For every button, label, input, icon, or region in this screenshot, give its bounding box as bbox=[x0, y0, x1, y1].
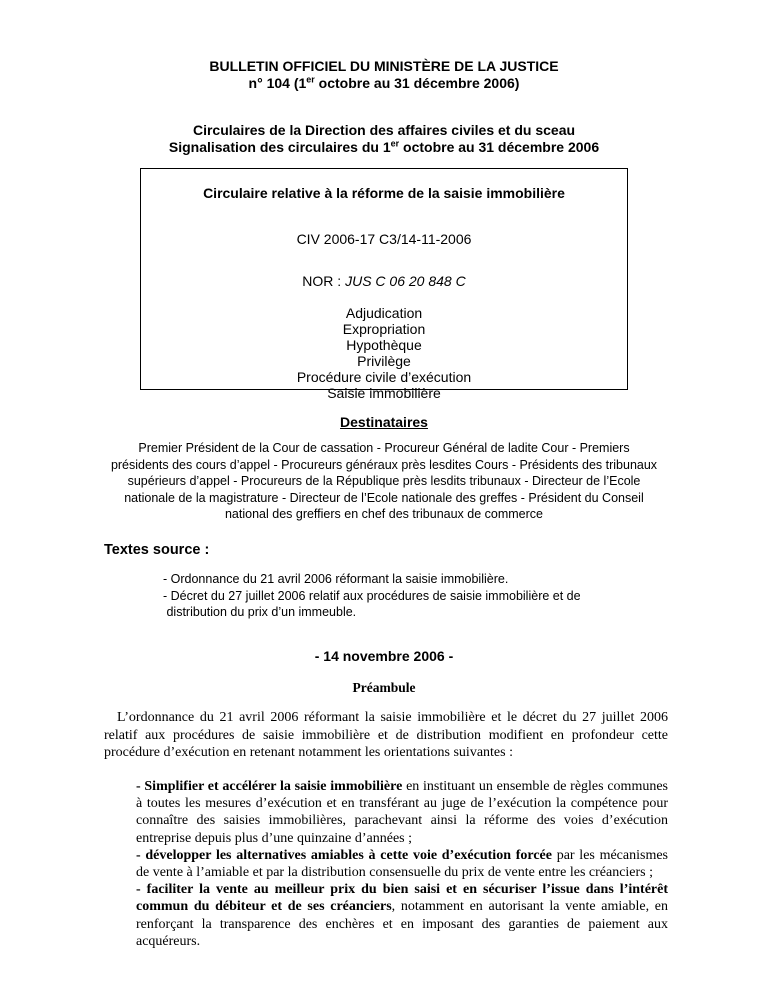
nor-line bbox=[141, 273, 627, 289]
keyword: Expropriation bbox=[342, 321, 426, 337]
bulletin-issue-line bbox=[0, 75, 768, 92]
sources-list bbox=[163, 571, 683, 621]
keyword: Saisie immobilière bbox=[327, 385, 441, 401]
keyword: Adjudication bbox=[345, 305, 423, 321]
period-superscript: er bbox=[390, 138, 400, 149]
recipients-line: nationale de la magistrature - Directeur de l’Ecole nationale des greffes - Président du Conseil bbox=[124, 490, 644, 505]
orientations-list bbox=[136, 778, 668, 950]
circular-reference: CIV 2006-17 C3/14-11-2006 bbox=[296, 231, 472, 247]
bulletin-title bbox=[0, 58, 768, 92]
issue-superscript: er bbox=[306, 74, 315, 85]
keywords-list bbox=[141, 305, 627, 401]
recipients-line: présidents des cours d’appel - Procureurs généraux près lesdites Cours - Présidents des tribunaux bbox=[110, 457, 658, 472]
circulars-heading bbox=[0, 122, 768, 156]
orientation-item bbox=[136, 847, 668, 881]
source-item: - Ordonnance du 21 avril 2006 réformant la saisie immobilière. bbox=[163, 572, 509, 586]
recipients-line: national des greffiers en chef des tribunaux de commerce bbox=[224, 507, 543, 521]
circulars-period-line bbox=[0, 139, 768, 156]
circular-title: Circulaire relative à la réforme de la saisie immobilière bbox=[203, 185, 565, 201]
period-suffix: octobre au 31 décembre 2006 bbox=[399, 139, 600, 155]
orientation-text: en instituant un ensemble de règles communes à toutes les mesures d’exécution et en transférant au juge de l’exécution la compétence pour connaître des saisies immobilières, parachevant ainsi la réforme des voies d’exécution entreprise depuis plus d’une quinzaine d’années ; bbox=[136, 779, 668, 846]
bulletin-title-line1: BULLETIN OFFICIEL DU MINISTÈRE DE LA JUSTICE bbox=[209, 58, 559, 74]
preamble-intro: L’ordonnance du 21 avril 2006 réformant la saisie immobilière et le décret du 27 juillet 2006 relatif aux procédures de saisie immobilière et de distribution modifient en profondeur cette procédure d’exécution en retenant notamment les orientations suivantes : bbox=[104, 710, 668, 760]
keyword: Procédure civile d’exécution bbox=[296, 369, 472, 385]
circular-date: - 14 novembre 2006 - bbox=[314, 648, 454, 664]
circular-info-box bbox=[140, 168, 628, 401]
circulars-direction-line: Circulaires de la Direction des affaires civiles et du sceau bbox=[192, 122, 576, 138]
period-prefix: Signalisation des circulaires du 1 bbox=[168, 139, 391, 155]
recipients-line: supérieurs d’appel - Procureurs de la République près lesdits tribunaux - Directeur de l’Ecole bbox=[127, 474, 641, 488]
recipients-title: Destinataires bbox=[340, 414, 428, 430]
orientation-item bbox=[136, 881, 668, 950]
nor-value: JUS C 06 20 848 C bbox=[345, 273, 466, 289]
orientation-text: par les mécanismes de vente à l’amiable et par la distribution consensuelle du prix de vente entre les créanciers ; bbox=[136, 847, 668, 881]
recipients-text bbox=[60, 440, 708, 523]
source-item: - Décret du 27 juillet 2006 relatif aux procédures de saisie immobilière et de bbox=[163, 588, 581, 603]
orientation-heading: - faciliter la vente au meilleur prix du bien saisi et en sécuriser l’issue dans l’intérêt commun du débiteur et de ses créanciers bbox=[136, 882, 668, 915]
orientation-text: , notamment en autorisant la vente amiable, en renforçant la transparence des enchères et en imposant des garanties de paiement aux acquéreurs. bbox=[136, 899, 668, 949]
orientation-item bbox=[136, 778, 668, 847]
keyword: Hypothèque bbox=[346, 337, 422, 353]
recipients-line: Premier Président de la Cour de cassation - Procureur Général de ladite Cour - Premiers bbox=[138, 441, 630, 455]
source-item: distribution du prix d’un immeuble. bbox=[163, 605, 357, 619]
preamble-title: Préambule bbox=[352, 680, 416, 695]
issue-prefix: n° 104 (1 bbox=[248, 75, 307, 91]
keyword: Privilège bbox=[357, 353, 411, 369]
sources-title: Textes source : bbox=[104, 542, 210, 558]
orientation-heading: - Simplifier et accélérer la saisie immobilière bbox=[136, 779, 403, 794]
issue-suffix: octobre au 31 décembre 2006) bbox=[314, 75, 520, 91]
nor-label: NOR : bbox=[302, 273, 346, 289]
orientation-heading: - développer les alternatives amiables à cette voie d’exécution forcée bbox=[136, 847, 552, 863]
